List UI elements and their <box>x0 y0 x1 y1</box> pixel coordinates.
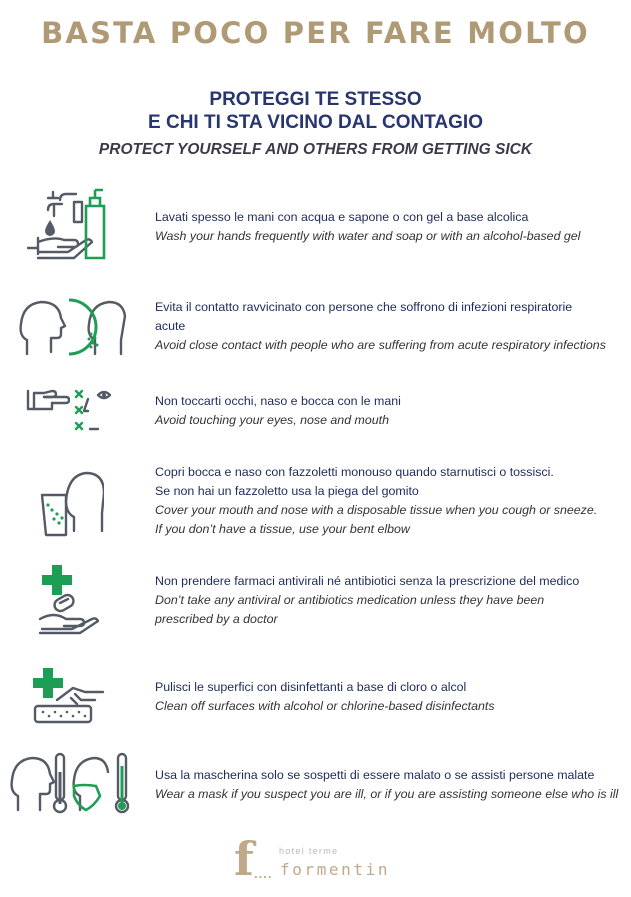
item-english-text: prescribed by a doctor <box>155 612 278 626</box>
headline: BASTA POCO PER FARE MOLTO <box>41 16 590 50</box>
item-italian-text: Non toccarti occhi, naso e bocca con le mani <box>155 394 401 408</box>
item-english-text: Avoid close contact with people who are suffering from acute respiratory infections <box>155 338 606 352</box>
item-english-text: Wash your hands frequently with water and soap or with an alcohol-based gel <box>155 229 581 243</box>
title-italian-line-2: E CHI TI STA VICINO DAL CONTAGIO <box>148 112 483 133</box>
title-english: PROTECT YOURSELF AND OTHERS FROM GETTING SICK <box>98 141 533 158</box>
title-italian-line-1: PROTEGGI TE STESSO <box>209 89 422 110</box>
no-touch-face-icon <box>24 383 124 435</box>
item-italian-text: Usa la mascherina solo se sospetti di essere malato o se assisti persone malate <box>155 768 595 782</box>
item-italian-text: Copri bocca e naso con fazzoletti monouso quando starnutisci o tossisci. <box>155 465 554 479</box>
item-english-text: Cover your mouth and nose with a disposable tissue when you cough or sneeze. <box>155 503 598 517</box>
item-italian-text: Evita il contatto ravvicinato con persone che soffrono di infezioni respiratorie <box>155 300 573 314</box>
item-english-text: Avoid touching your eyes, nose and mouth <box>155 413 389 427</box>
no-medication-icon <box>36 561 102 637</box>
logo-subtitle: hotel terme <box>279 846 339 856</box>
item-english-text: Clean off surfaces with alcohol or chlorine-based disinfectants <box>155 699 495 713</box>
item-italian-text: Lavati spesso le mani con acqua e sapone o con gel a base alcolica <box>155 210 529 224</box>
item-english-text: Wear a mask if you suspect you are ill, or if you are assisting someone else who is ill <box>155 787 619 801</box>
item-italian-text: Pulisci le superfici con disinfettanti a base di cloro o alcol <box>155 680 467 694</box>
item-english-text: If you don’t have a tissue, use your bent elbow <box>155 522 410 536</box>
logo-letter: f <box>234 832 254 886</box>
mask-icon <box>8 752 136 816</box>
disinfect-surface-icon <box>31 666 111 726</box>
item-english-text: Don’t take any antiviral or antibiotics medication unless they have been <box>155 593 545 607</box>
cover-cough-icon <box>38 467 104 537</box>
item-italian-text: Se non hai un fazzoletto usa la piega del gomito <box>155 484 419 498</box>
logo-dots: .... <box>254 866 273 881</box>
item-italian-text: acute <box>155 319 186 333</box>
handwashing-icon <box>26 186 112 262</box>
item-italian-text: Non prendere farmaci antivirali né antibiotici senza la prescrizione del medico <box>155 574 580 588</box>
hotel-logo <box>228 832 408 886</box>
distance-icon <box>17 292 127 362</box>
logo-name: formentin <box>280 860 391 879</box>
